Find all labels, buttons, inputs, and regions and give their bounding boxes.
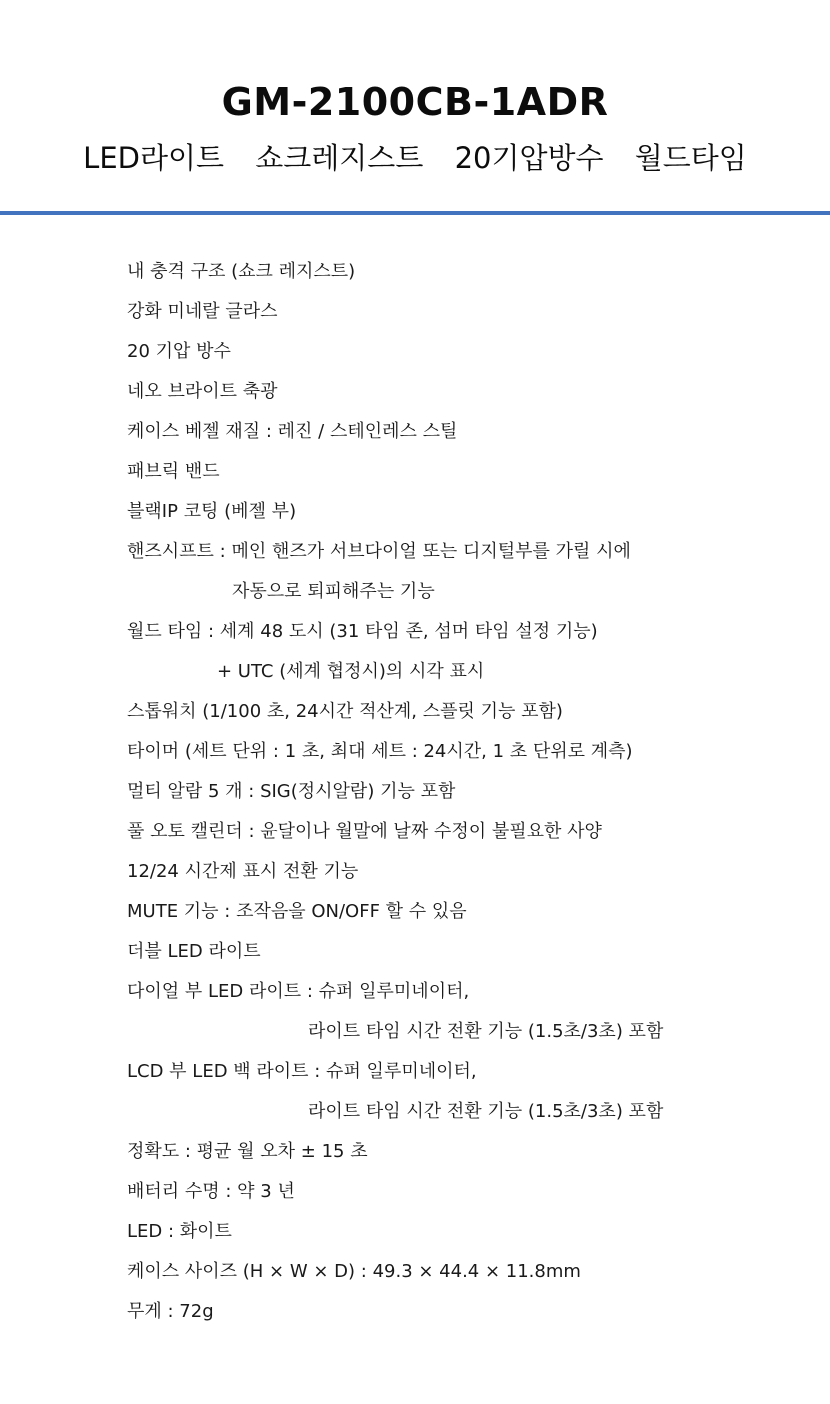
- spec-item: 내 충격 구조 (쇼크 레지스트): [127, 261, 356, 282]
- spec-item: 다이얼 부 LED 라이트 : 슈퍼 일루미네이터,: [127, 981, 470, 1002]
- model-number: GM-2100CB-1ADR: [221, 80, 609, 124]
- spec-item: 타이머 (세트 단위 : 1 초, 최대 세트 : 24시간, 1 초 단위로 계측): [127, 741, 633, 762]
- spec-item: 12/24 시간제 표시 전환 기능: [127, 861, 359, 882]
- spec-item: LCD 부 LED 백 라이트 : 슈퍼 일루미네이터,: [127, 1061, 477, 1082]
- spec-item: 강화 미네랄 글라스: [127, 301, 278, 322]
- spec-item-continuation: 라이트 타임 시간 전환 기능 (1.5초/3초) 포함: [308, 1021, 664, 1042]
- spec-item: 네오 브라이트 축광: [127, 381, 278, 402]
- spec-item: LED : 화이트: [127, 1221, 232, 1242]
- spec-item: 배터리 수명 : 약 3 년: [127, 1181, 295, 1202]
- spec-item: 스톱워치 (1/100 초, 24시간 적산계, 스플릿 기능 포함): [127, 701, 563, 722]
- spec-item: 무게 : 72g: [127, 1301, 214, 1322]
- spec-item-continuation: + UTC (세계 협정시)의 시각 표시: [217, 661, 485, 682]
- header-divider: [0, 211, 830, 215]
- spec-item: 20 기압 방수: [127, 341, 231, 362]
- feature-led-light: LED라이트: [83, 141, 225, 175]
- feature-shock-resist: 쇼크레지스트: [255, 141, 424, 175]
- spec-item: 케이스 베젤 재질 : 레진 / 스테인레스 스틸: [127, 421, 458, 442]
- spec-item: 패브릭 밴드: [127, 461, 220, 482]
- spec-item: 블랙IP 코팅 (베젤 부): [127, 501, 297, 522]
- feature-water-resist: 20기압방수: [454, 141, 604, 175]
- spec-item: 케이스 사이즈 (H × W × D) : 49.3 × 44.4 × 11.8mm: [127, 1261, 581, 1282]
- spec-list: [0, 252, 830, 1332]
- spec-item: MUTE 기능 : 조작음을 ON/OFF 할 수 있음: [127, 901, 467, 922]
- spec-item: 월드 타임 : 세계 48 도시 (31 타임 존, 섬머 타임 설정 기능): [127, 621, 598, 642]
- spec-item: 정확도 : 평균 월 오차 ± 15 초: [127, 1141, 368, 1162]
- product-header: [0, 0, 830, 212]
- spec-item: 더블 LED 라이트: [127, 941, 261, 962]
- spec-item: 풀 오토 캘린더 : 윤달이나 월말에 날짜 수정이 불필요한 사양: [127, 821, 602, 842]
- spec-item: 핸즈시프트 : 메인 핸즈가 서브다이얼 또는 디지털부를 가릴 시에: [127, 541, 631, 562]
- feature-world-time: 월드타임: [634, 141, 747, 175]
- spec-item-continuation: 자동으로 퇴피해주는 기능: [232, 581, 435, 602]
- spec-item-continuation: 라이트 타임 시간 전환 기능 (1.5초/3초) 포함: [308, 1101, 664, 1122]
- feature-list: [0, 138, 830, 178]
- spec-item: 멀티 알람 5 개 : SIG(정시알람) 기능 포함: [127, 781, 456, 802]
